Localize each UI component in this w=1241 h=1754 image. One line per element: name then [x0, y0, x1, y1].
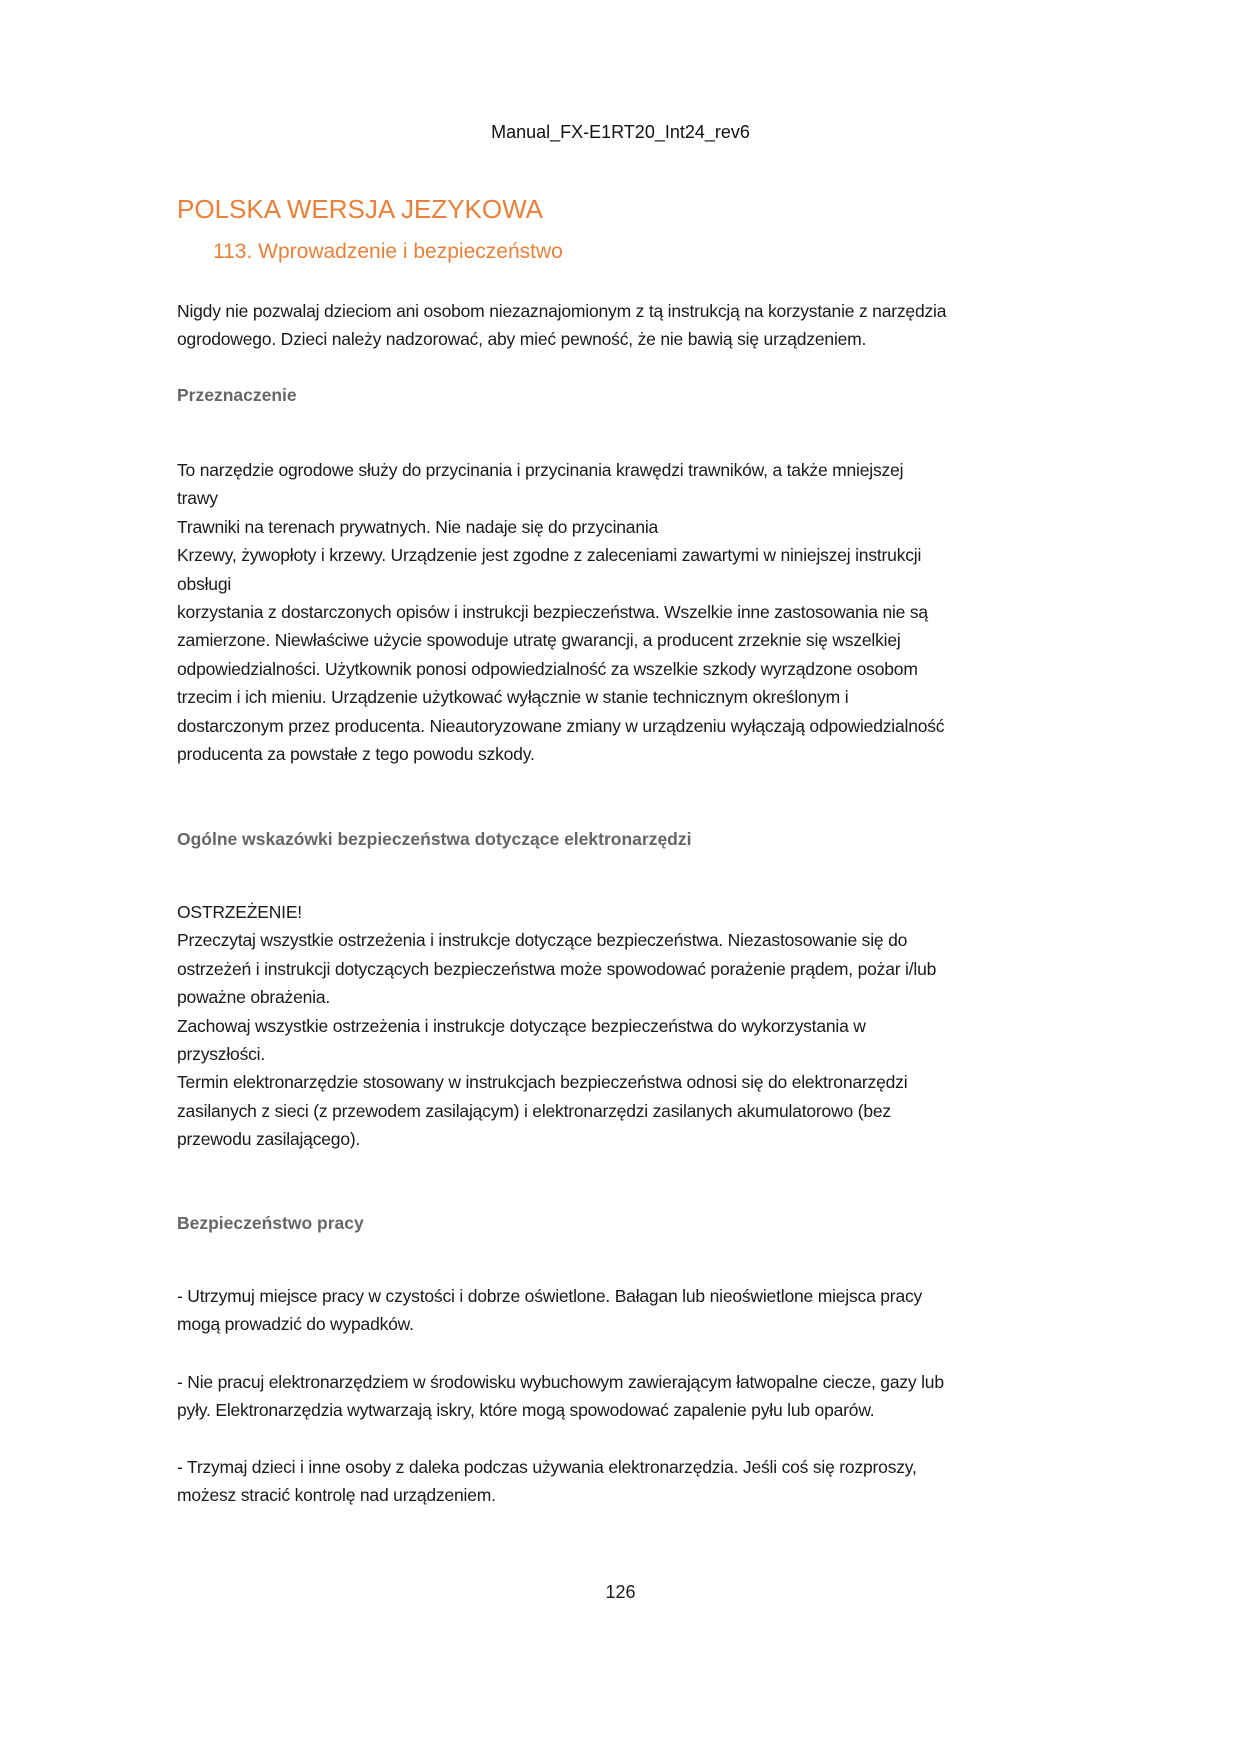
text-line: poważne obrażenia.: [177, 987, 331, 1008]
text-line: przyszłości.: [177, 1044, 266, 1065]
text-line: obsługi: [177, 573, 232, 594]
section-heading: Ogólne wskazówki bezpieczeństwa dotyczące elektronarzędzi: [177, 829, 692, 849]
section-title: 113. Wprowadzenie i bezpieczeństwo: [213, 240, 563, 263]
page-number: 126: [605, 1582, 636, 1602]
bullet-item: [177, 1282, 922, 1339]
text-line: zamierzone. Niewłaściwe użycie spowoduje utratę gwarancji, a producent zrzeknie się wszelkiej: [177, 630, 901, 651]
page-title: POLSKA WERSJA JEZYKOWA: [177, 194, 544, 224]
text-line: Trawniki na terenach prywatnych. Nie nadaje się do przycinania: [177, 516, 659, 537]
text-line: trzecim i ich mieniu. Urządzenie użytkować wyłącznie w stanie technicznym określonym i: [177, 687, 849, 708]
section-heading: Bezpieczeństwo pracy: [177, 1213, 364, 1233]
text-line: ostrzeżeń i instrukcji dotyczących bezpieczeństwa może spowodować porażenie prądem, pożar i/lub: [177, 958, 937, 979]
text-line: zasilanych z sieci (z przewodem zasilającym) i elektronarzędzi zasilanych akumulatorowo (bez: [177, 1100, 891, 1121]
text-line: mogą prowadzić do wypadków.: [177, 1314, 414, 1335]
section-heading: Przeznaczenie: [177, 385, 297, 405]
text-line: - Trzymaj dzieci i inne osoby z daleka podczas używania elektronarzędzia. Jeśli coś się rozproszy,: [177, 1457, 917, 1477]
text-line: przewodu zasilającego).: [177, 1129, 361, 1150]
text-line: OSTRZEŻENIE!: [177, 902, 302, 922]
warning-paragraph: [177, 898, 936, 1154]
text-line: Krzewy, żywopłoty i krzewy. Urządzenie jest zgodne z zaleceniami zawartymi w niniejszej instrukcji: [177, 545, 922, 566]
text-line: trawy: [177, 488, 218, 509]
text-line: korzystania z dostarczonych opisów i instrukcji bezpieczeństwa. Wszelkie inne zastosowania nie są: [177, 602, 928, 623]
text-line: odpowiedzialności. Użytkownik ponosi odpowiedzialność za wszelkie szkody wyrządzone osobom: [177, 658, 918, 679]
text-line: dostarczonym przez producenta. Nieautoryzowane zmiany w urządzeniu wyłączają odpowiedzialność: [177, 715, 945, 736]
intro-paragraph: [177, 297, 946, 354]
text-line: producenta za powstałe z tego powodu szkody.: [177, 744, 535, 765]
text-line: pyły. Elektronarzędzia wytwarzają iskry, które mogą spowodować zapalenie pyłu lub oparów.: [177, 1400, 875, 1421]
text-line: ogrodowego. Dzieci należy nadzorować, aby mieć pewność, że nie bawią się urządzeniem.: [177, 329, 867, 350]
text-line: Zachowaj wszystkie ostrzeżenia i instrukcje dotyczące bezpieczeństwa do wykorzystania w: [177, 1015, 866, 1036]
text-line: - Utrzymuj miejsce pracy w czystości i dobrze oświetlone. Bałagan lub nieoświetlone miejsca pracy: [177, 1286, 923, 1306]
text-line: możesz stracić kontrolę nad urządzeniem.: [177, 1485, 496, 1506]
bullet-item: [177, 1368, 944, 1425]
text-line: To narzędzie ogrodowe służy do przycinania i przycinania krawędzi trawników, a także mniejszej: [177, 460, 904, 480]
bullet-item: [177, 1453, 917, 1510]
text-line: Termin elektronarzędzie stosowany w instrukcjach bezpieczeństwa odnosi się do elektronarzędzi: [177, 1072, 908, 1093]
purpose-paragraph: [177, 456, 944, 768]
text-line: Nigdy nie pozwalaj dzieciom ani osobom niezaznajomionym z tą instrukcją na korzystanie z narzędzia: [177, 301, 947, 321]
text-line: - Nie pracuj elektronarzędziem w środowisku wybuchowym zawierającym łatwopalne ciecze, gazy lub: [177, 1372, 944, 1392]
document-header: Manual_FX-E1RT20_Int24_rev6: [491, 122, 750, 142]
text-line: Przeczytaj wszystkie ostrzeżenia i instrukcje dotyczące bezpieczeństwa. Niezastosowanie się do: [177, 930, 908, 951]
